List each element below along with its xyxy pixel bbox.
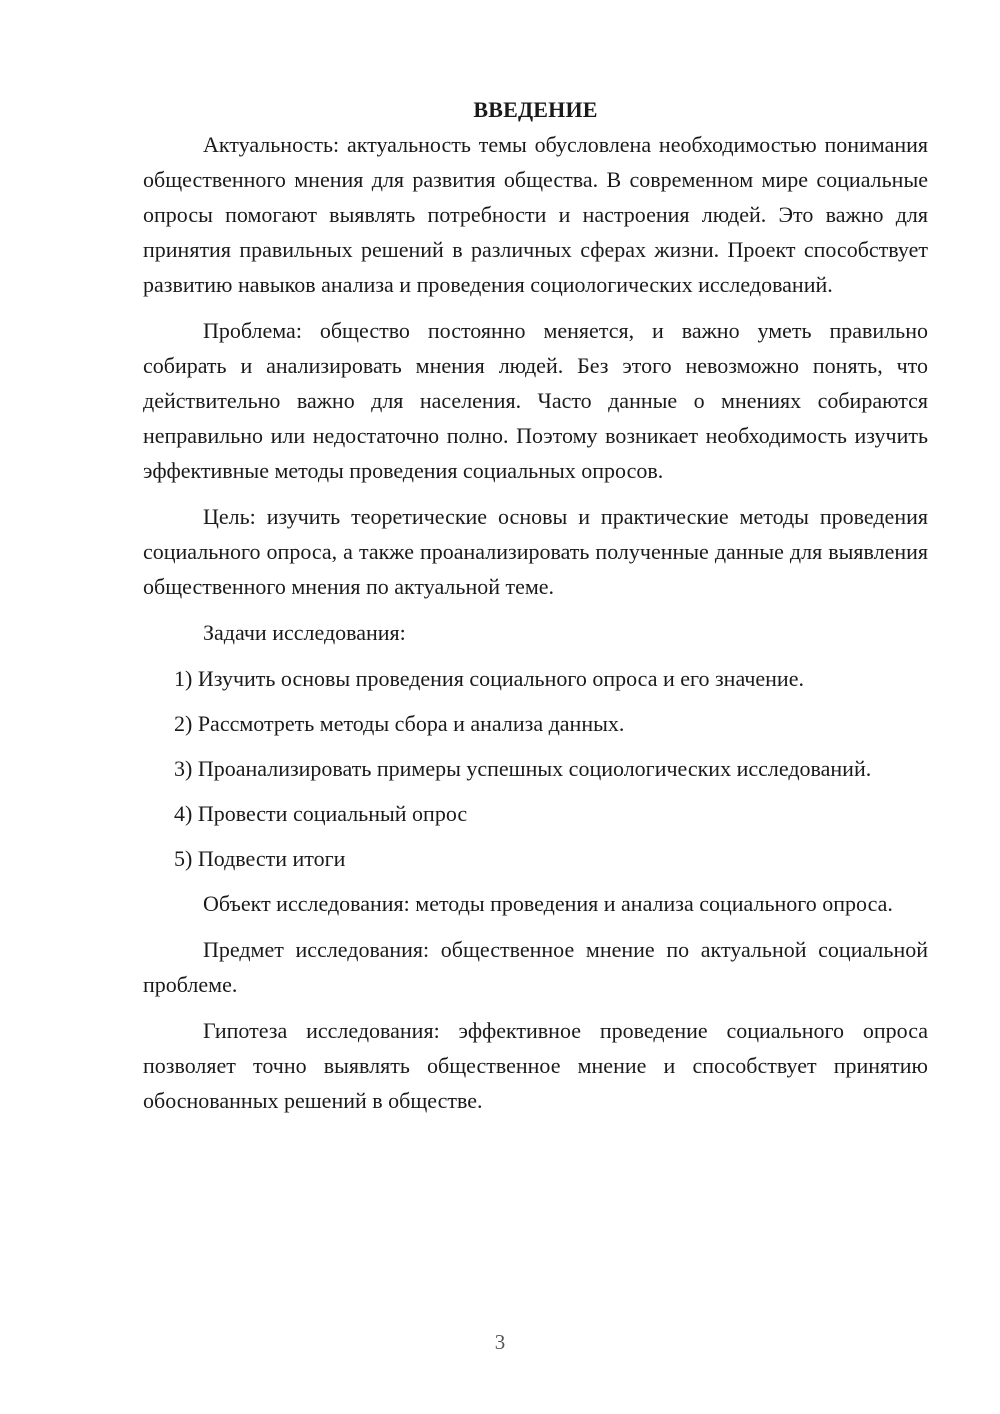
task-item-1: 1) Изучить основы проведения социального опроса и его значение. (174, 666, 804, 691)
paragraph-tasks-heading: Задачи исследования: (203, 620, 406, 645)
paragraph-object: Объект исследования: методы проведения и анализа социального опроса. (203, 891, 893, 916)
page-number: 3 (494, 1330, 506, 1354)
task-item-3: 3) Проанализировать примеры успешных социологических исследований. (174, 756, 872, 781)
task-item-5: 5) Подвести итоги (174, 846, 346, 871)
paragraph-goal: Цель: изучить теоретические основы и практические методы проведения социального опроса, а также проанализировать полученные данные для выявления общественного мнения по актуальной теме. (143, 504, 928, 599)
task-item-4: 4) Провести социальный опрос (174, 801, 468, 826)
paragraph-relevance: Актуальность: актуальность темы обусловлена необходимостью понимания общественного мнения для развития общества. В современном мире социальные опросы помогают выявлять потребности и настроения людей. Это важно для принятия правильных решений в различных сферах жизни. Проект способствует развитию навыков анализа и проведения социологических исследований. (143, 132, 928, 297)
paragraph-problem: Проблема: общество постоянно меняется, и важно уметь правильно собирать и анализировать мнения людей. Без этого невозможно понять, что действительно важно для населения. Часто данные о мнениях собираются неправильно или недостаточно полно. Поэтому возникает необходимость изучить эффективные методы проведения социальных опросов. (143, 318, 928, 483)
paragraph-hypothesis: Гипотеза исследования: эффективное проведение социального опроса позволяет точно выявлять общественное мнение и способствует принятию обоснованных решений в обществе. (143, 1018, 928, 1113)
paragraph-subject: Предмет исследования: общественное мнение по актуальной социальной проблеме. (143, 937, 928, 997)
document-title: ВВЕДЕНИЕ (473, 97, 598, 122)
document-page (143, 92, 928, 1129)
task-item-2: 2) Рассмотреть методы сбора и анализа данных. (174, 711, 625, 736)
